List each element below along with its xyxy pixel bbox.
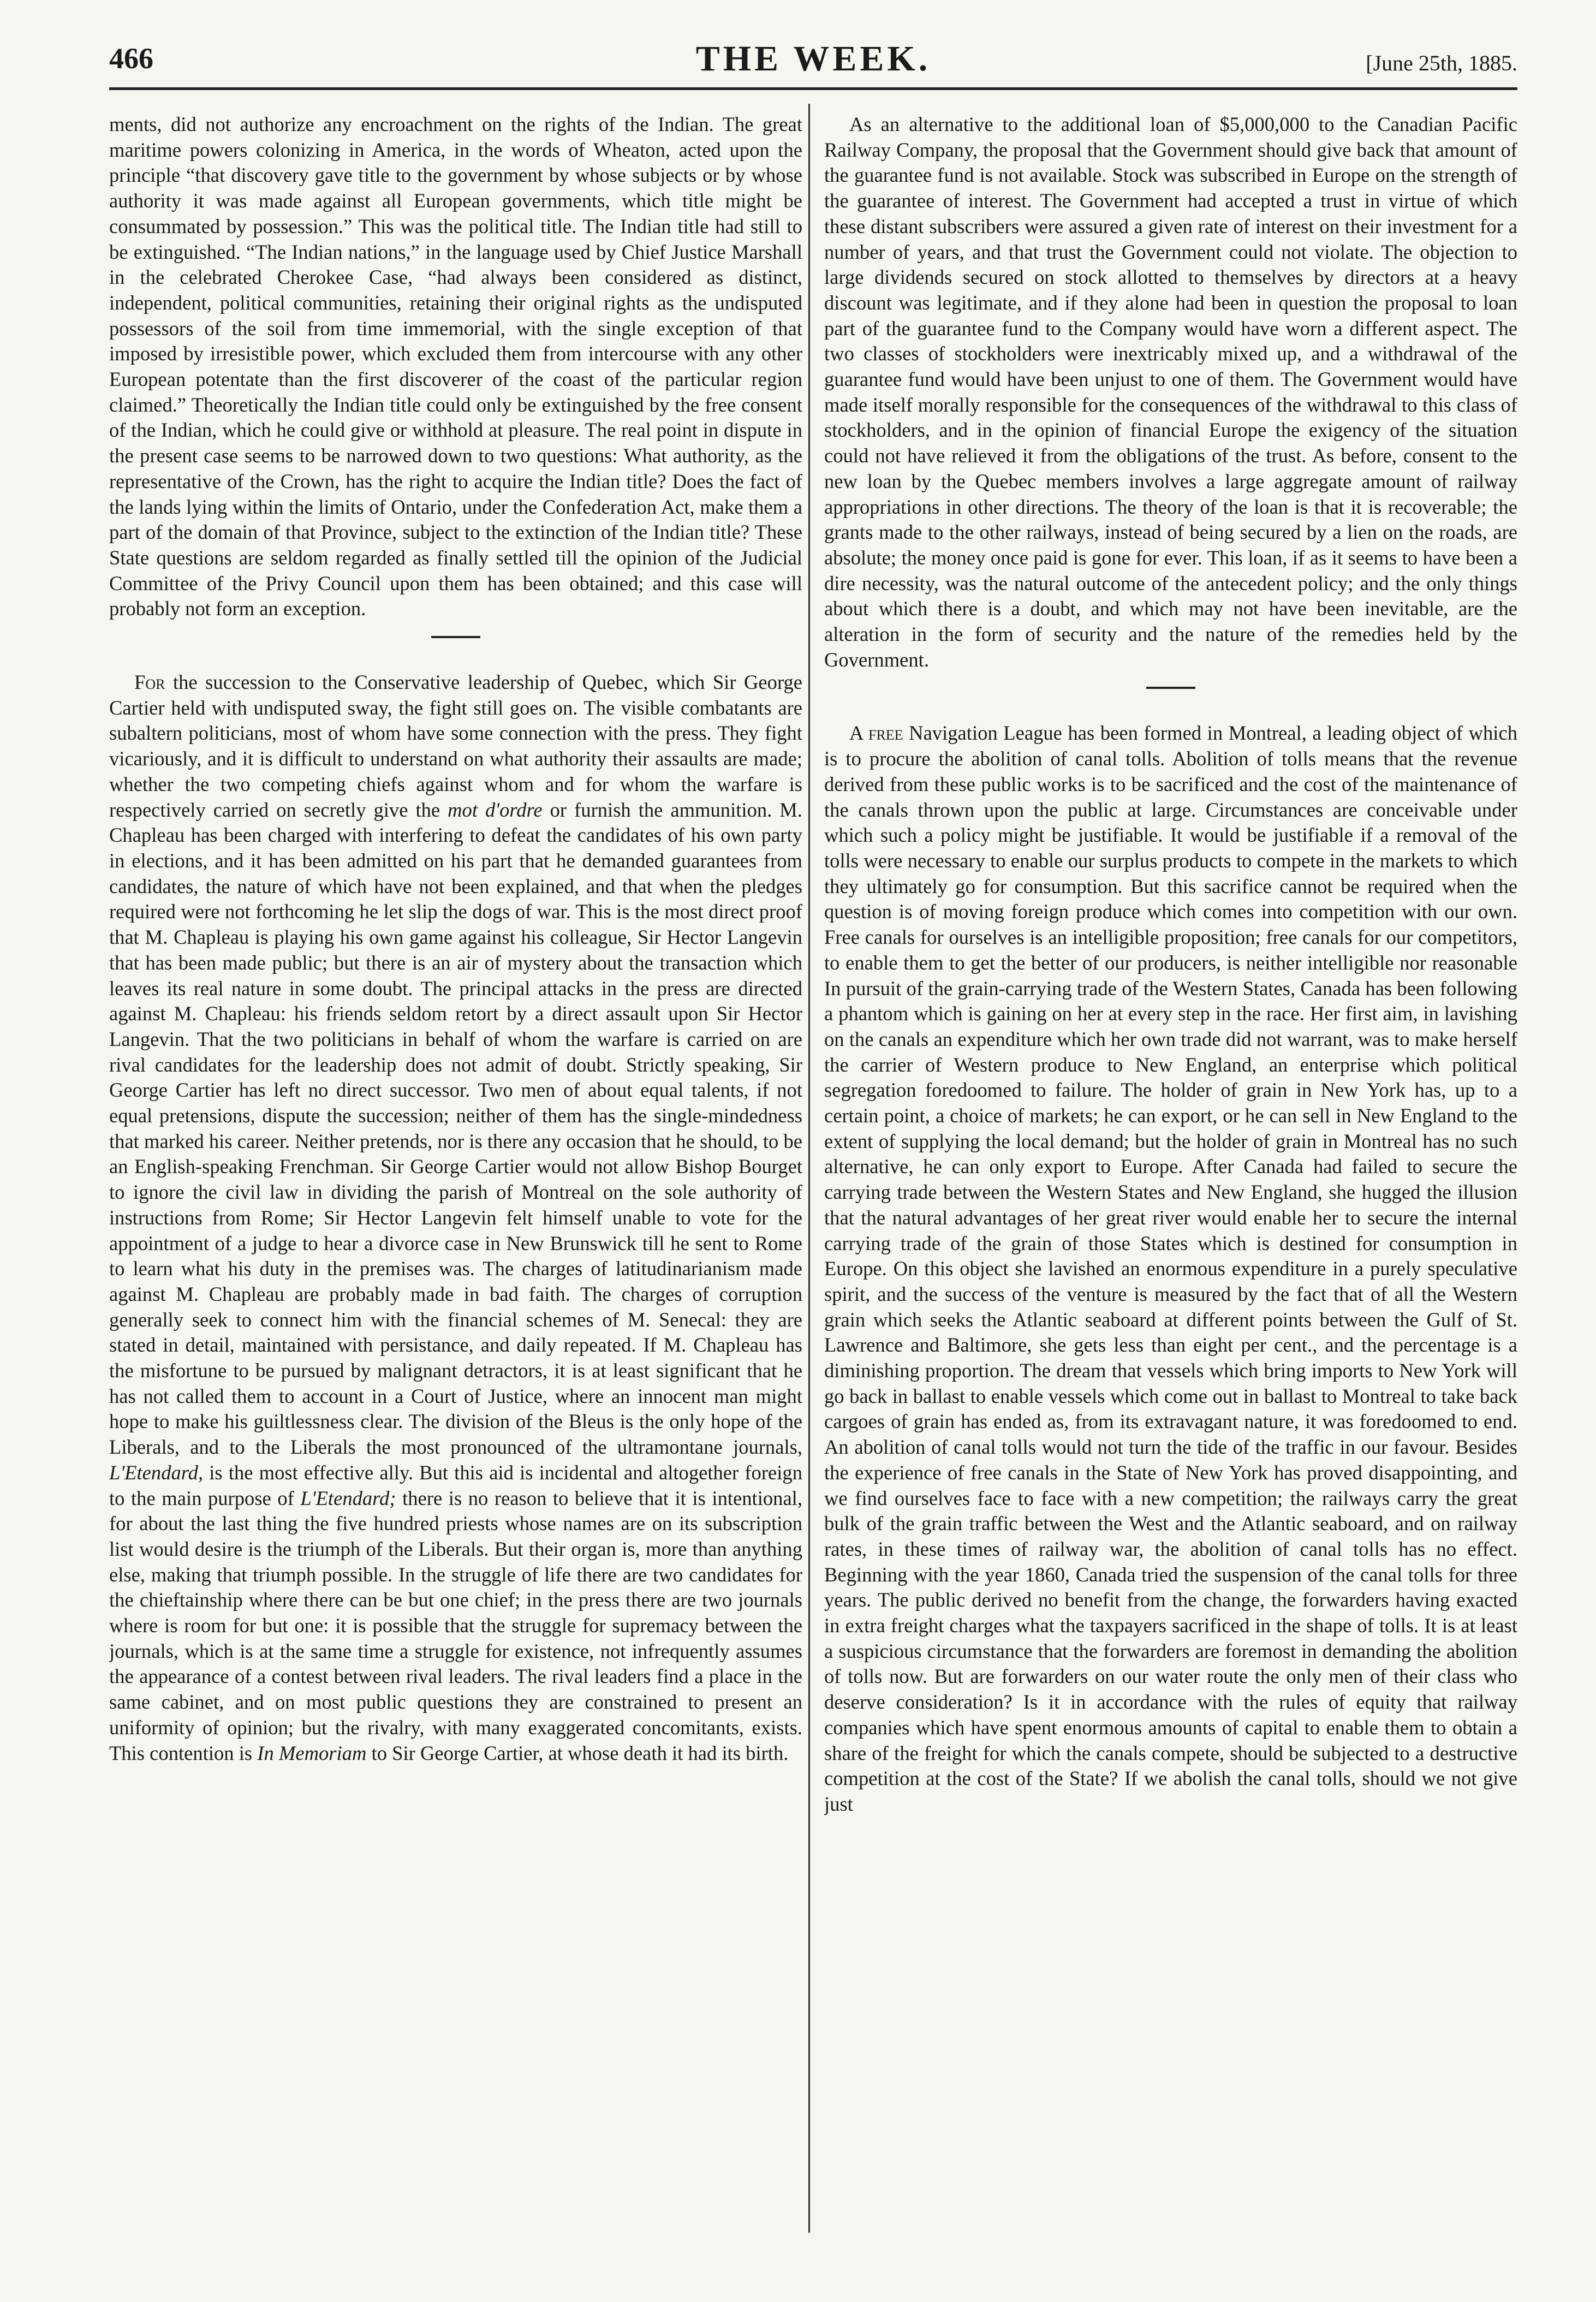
- header-rule: [109, 87, 1517, 90]
- article-canal-tolls: [824, 721, 1517, 1817]
- italic-run: L'Etendard,: [109, 1461, 204, 1484]
- article-quebec-leadership: [109, 670, 802, 1766]
- text-run: Navigation League has been formed in Montreal, a leading object of which is to procure the abolition of canal tolls. Abolition of tolls means that the revenue derived from these public works is to be sacrificed and the cost of the maintenance of the canals thrown upon the public at large. Circumstances are conceivable under which such a policy might be justifiable. It would be justifiable if a removal of the tolls were necessary to enable our surplus products to compete in the markets to which they ultimately go for consumption. But this sacrifice cannot be required when the question is of moving foreign produce which comes into competition with our own. Free canals for ourselves is an intelligible proposition; free canals for our competitors, to enable them to get the better of our producers, is neither intelligible nor reasonable In pursuit of the grain-carrying trade of the Western States, Canada has been following a phantom which is gaining on her at every step in the race. Her first aim, in lavishing on the canals an expenditure which her own trade did not warrant, was to make herself the carrier of Western produce to New England, an enterprise which political segregation foredoomed to failure. The holder of grain in New York has, up to a certain point, a choice of markets; he can export, or he can sell in New England to the extent of supplying the local demand; but the holder of grain in Montreal has no such alternative, he can only export to Europe. After Canada had failed to secure the carrying trade between the Western States and New England, she hugged the illusion that the natural advantages of her great river would enable her to secure the internal carrying trade of the grain of those States which is destined for consumption in Europe. On this object she lavished an enormous expenditure in a purely speculative spirit, and the success of the venture is measured by the fact that of all the Western grain which seeks the Atlantic seaboard at different points between the Gulf of St. Lawrence and Baltimore, she gets less than eight per cent., and the percentage is a diminishing proportion. The dream that vessels which bring imports to New York will go back in ballast to enable vessels which come out in ballast to Montreal to take back cargoes of grain has ended as, from its extravagant nature, it was foredoomed to end. An abolition of canal tolls would not turn the tide of the traffic in our favour. Besides the experience of free canals in the State of New York has proved disappointing, and we find ourselves face to face with a new competition; the railways carry the great bulk of the grain traffic between the West and the Atlantic seaboard, and on railway rates, in these times of railway war, the abolition of canal tolls has no effect. Beginning with the year 1860, Canada tried the suspension of the canal tolls for three years. The public derived no benefit from the change, the forwarders having exacted in extra freight charges what the taxpayers sacrificed in the shape of tolls. It is at least a suspicious circumstance that the forwarders are foremost in demanding the abolition of tolls now. But are forwarders on our water route the only men of their class who deserve consideration? Is it in accordance with the rules of equity that railway companies which have spent enormous amounts of capital to enable them to obtain a share of the freight for which the canals compete, should be subjected to a destructive competition at the cost of the State? If we abolish the canal tolls, should we not give just: [824, 722, 1517, 1815]
- column-separator: [808, 104, 810, 2233]
- text-run: to Sir George Cartier, at whose death it had its birth.: [371, 1741, 789, 1764]
- page-number: 466: [109, 42, 153, 75]
- text-run: is the most effective ally. But this aid is incidental and altogether foreign to the main purpose of: [109, 1461, 802, 1509]
- text-run: or furnish the ammunition. M. Chapleau has been charged with interfering to defeat the candidates of his own party in elections, and it has been admitted on his part that he demanded guarantees from candidates, the nature of which have not been explained, and that when the pledges required were not forthcoming he let slip the dogs of war. This is the most direct proof that M. Chapleau is playing his own game against his colleague, Sir Hector Langevin that has been made public; but there is an air of mystery about the transaction which leaves its real nature in some doubt. The principal attacks in the press are directed against M. Chapleau: his friends seldom retort by a direct assault upon Sir Hector Langevin. That the two politicians in behalf of whom the warfare is carried on are rival candidates for the leadership does not admit of doubt. Strictly speaking, Sir George Cartier has left no direct successor. Two men of about equal talents, if not equal pretensions, dispute the succession; neither of them has the single-mindedness that marked his career. Neither pretends, nor is there any occasion that he should, to be an English-speaking Frenchman. Sir George Cartier would not allow Bishop Bourget to ignore the civil law in dividing the parish of Montreal on the sole authority of instructions from Rome; Sir Hector Langevin felt himself unable to vote for the appointment of a judge to hear a divorce case in New Brunswick till he sent to Rome to learn what his duty in the premises was. The charges of latitudinarianism made against M. Chapleau are probably made in bad faith. The charges of corruption generally seek to connect him with the financial schemes of M. Senecal: they are stated in detail, maintained with persistance, and daily repeated. If M. Chapleau has the misfortune to be pursued by malignant detractors, it is at least significant that he has not called them to account in a Court of Justice, where an innocent man might hope to make his guiltlessness clear. The division of the Bleus is the only hope of the Liberals, and to the Liberals the most pronounced of the ultramontane journals,: [109, 798, 802, 1459]
- italic-run: mot d'ordre: [448, 798, 543, 821]
- italic-run: In Memoriam: [257, 1741, 367, 1764]
- section-divider: [431, 636, 480, 638]
- page-header: [109, 38, 1517, 82]
- text-run: there is no reason to believe that it is intentional, for about the last thing the five hundred priests whose names are on its subscription list would desire is the triumph of the Liberals. But their organ is, more than anything else, making that triumph possible. In the struggle of life there are two candidates for the chieftainship where there can be but one chief; in the press there are two journals where is room for but one: it is possible that the struggle for supremacy between the journals, which is at the same time a struggle for existence, not infrequently assumes the appearance of a contest between rival leaders. The rival leaders find a place in the same cabinet, and on most public questions they are constrained to present an uniformity of opinion; but the rivalry, with many exaggerated concomitants, exists. This contention is: [109, 1486, 802, 1764]
- italic-run: L'Etendard;: [300, 1486, 396, 1509]
- text-run: the succession to the Conservative leadership of Quebec, which Sir George Cartier held with undisputed sway, the fight still goes on. The visible combatants are subaltern politicians, most of whom have some connection with the press. They fight vicariously, and it is difficult to understand on what authority their assaults are made; whether the two competing chiefs against whom and for whom the warfare is respectively carried on secretly give the: [109, 671, 802, 821]
- lead-word: For: [134, 671, 165, 694]
- section-divider: [1146, 687, 1195, 689]
- article-railway-loan: As an alternative to the additional loan of $5,000,000 to the Canadian Pacific Railway Company, the proposal that the Government should give back that amount of the guarantee fund is not available. Stock was subscribed in Europe on the strength of the guarantee of interest. The Government had accepted a trust in virtue of which these distant subscribers were assured a given rate of interest on their investment for a number of years, and that trust the Government could not violate. The objection to large dividends secured on stock allotted to themselves by directors at a heavy discount was legitimate, and if they alone had been in question the proposal to loan part of the guarantee fund to the Company would have worn a different aspect. The two classes of stockholders were inextricably mixed up, and a withdrawal of the guarantee fund would have been unjust to one of them. The Government would have made itself morally responsible for the consequences of the withdrawal to this class of stockholders, and in the opinion of financial Europe the exigency of the situation could not have relieved it from the obligations of the trust. As before, consent to the new loan by the Quebec members involves a large aggregate amount of railway appropriations in other directions. The theory of the loan is that it is recoverable; the grants made to the other railways, instead of being secured by a lien on the roads, are absolute; the money once paid is gone for ever. This loan, if as it seems to have been a dire necessity, was the natural outcome of the antecedent policy; and the only things about which there is a doubt, and which may not have been inevitable, are the alteration in the form of security and the nature of the remedies held by the Government.: [824, 113, 1517, 671]
- left-column: [109, 112, 802, 2269]
- masthead-title: THE WEEK.: [695, 39, 931, 79]
- lead-word: A free: [849, 722, 903, 745]
- issue-date: [June 25th, 1885.: [1366, 51, 1517, 75]
- article-indian-title: ments, did not authorize any encroachment on the rights of the Indian. The great maritime powers colonizing in America, in the words of Wheaton, acted upon the principle “that discovery gave title to the government by whose subjects or by whose authority it was made against all European governments, which title might be consummated by possession.” This was the political title. The Indian title had still to be extinguished. “The Indian nations,” in the language used by Chief Justice Marshall in the celebrated Cherokee Case, “had always been considered as distinct, independent, political communities, retaining their original rights as the undisputed possessors of the soil from time immemorial, with the single exception of that imposed by irresistible power, which excluded them from intercourse with any other European potentate than the first discoverer of the coast of the particular region claimed.” Theoretically the Indian title could only be extinguished by the free consent of the Indian, which he could give or withhold at pleasure. The real point in dispute in the present case seems to be narrowed down to two questions: What authority, as the representative of the Crown, has the right to acquire the Indian title? Does the fact of the lands lying within the limits of Ontario, under the Confederation Act, make them a part of the domain of that Province, subject to the extinction of the Indian title? These State questions are seldom regarded as finally settled till the opinion of the Judicial Committee of the Privy Council upon them has been obtained; and this case will probably not form an exception.: [109, 113, 802, 620]
- right-column: [824, 112, 1517, 2269]
